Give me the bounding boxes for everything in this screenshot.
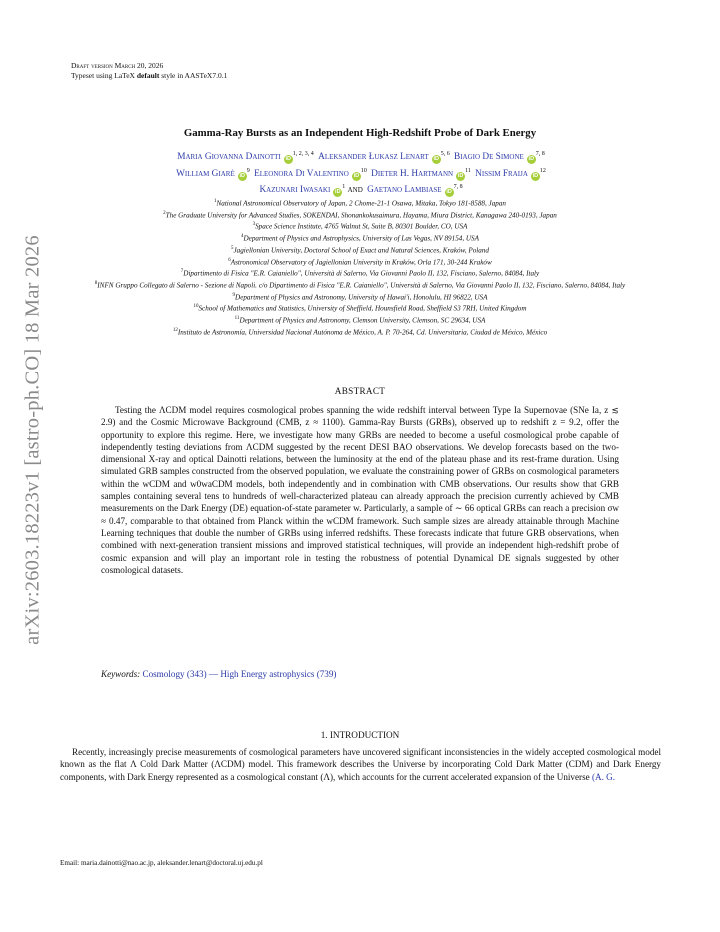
section-heading: 1. INTRODUCTION [320, 730, 400, 740]
affiliation: $^4$Department of Physics and Astrophysics, University of Las Vegas, NV 89154, USA [241, 234, 479, 243]
page-header [71, 61, 227, 81]
email-footnote: Email: maria.dainotti@nao.ac.jp, aleksander.lenart@doctoral.uj.edu.pl [60, 859, 263, 867]
keywords-line [101, 669, 336, 679]
author-name[interactable]: Dieter H. Hartmann [371, 168, 454, 179]
citation-link[interactable]: (A. G. [591, 771, 616, 782]
affiliation: $^3$Space Science Institute, 4765 Walnut St, Suite B, 80301 Boulder, CO, USA [252, 222, 468, 231]
affiliation: $^2$The Graduate University for Advanced Studies, SOKENDAI, Shonankokusaimura, Hayama, Miura District, Kanagawa 240-0193, Japan [163, 210, 557, 220]
latex-logo: LaTeX [114, 71, 135, 80]
affiliation: $^{12}$Instituto de Astronomía, Universidad Nacional Autónoma de México, A. P. 70-264, Cd. Universitaria, Ciudad de México, México [172, 327, 548, 337]
orcid-icon[interactable]: iD [239, 172, 245, 179]
author-name[interactable]: William Giarè [176, 168, 235, 179]
typeset-line: Typeset using LaTeX default style in AASTeX7.0.1 [71, 71, 228, 80]
arxiv-identifier-sidebar [18, 225, 48, 655]
keywords-label: Keywords: [101, 669, 141, 679]
author-list: Maria Giovanna Dainotti iD$^{1, 2, 3, 4}$ Aleksander Łukasz Lenart iD$^{5, 6}$ Biagio De Simone iD$^{7, 8}$ William Giarè $iD^9$ Eleonora Di Valentino $iD^{10}$ Dieter H. Hartmann $iD^{11}$ Nissim Fraija $iD^{12}$ Kazunari Iwasaki $iD^1$ and Gaetano Lambiase iD$^{7, 8}$ [176, 151, 546, 196]
orcid-icon[interactable]: iD [433, 156, 439, 163]
affiliation: $^{10}$School of Mathematics and Statistics, University of Sheffield, Hounsfield Road, Sheffield S3 7RH, United Kingdom [193, 304, 527, 313]
author-name[interactable]: Aleksander Łukasz Lenart [318, 152, 429, 163]
affiliation: $^8$INFN Gruppo Collegato di Salerno - Sezione di Napoli. c/o Dipartimento di Fisica "E.R. Caianiello", Università di Salerno, Via Giovanni Paolo II, 132, Fisciano, Salerno, 84084, Italy [94, 281, 626, 290]
orcid-icon[interactable]: iD [285, 156, 292, 163]
affiliation: $^6$Astronomical Observatory of Jagiellonian University in Kraków, Orla 171, 30-244 Kraków [228, 257, 492, 266]
author-name[interactable]: Maria Giovanna Dainotti [177, 152, 281, 163]
orcid-icon[interactable]: iD [446, 189, 452, 196]
affiliation-list [58, 197, 662, 338]
and-word: and [347, 185, 363, 196]
author-name[interactable]: Kazunari Iwasaki [259, 185, 331, 196]
affiliation: $^5$Jagiellonian University, Doctoral School of Exact and Natural Sciences, Kraków, Poland [230, 245, 489, 255]
keyword-link[interactable]: Cosmology (343) [142, 669, 207, 679]
abstract-heading: ABSTRACT [334, 386, 386, 396]
abstract-text: Testing the ΛCDM model requires cosmological probes spanning the wide redshift interval between Type Ia Supernovae (SNe Ia, z ≲ 2.9) and the Cosmic Microwave Background (CMB, z ≈ 1100). Gamma-Ray Bursts (GRBs), observed up to redshift z = 9.2, offer the opportunity to explore this regime. Here, we investigate how many GRBs are needed to become a useful cosmological probe capable of independently testing deviations from ΛCDM suggested by the recent DESI BAO observations. We develop forecasts based on the two-dimensional X-ray and optical Dainotti relations, between the luminosity at the end of the plateau phase and its rest-frame duration. Using simulated GRB samples constructed from the observed population, we evaluate the constraining power of GRBs on cosmological parameters within the wCDM and w0waCDM models, both independently and in combination with CMB observations. Our results show that GRB samples containing several tens to hundreds of well-characterized plateau can already approach the precision currently achieved by CMB measurements on the Dark Energy (DE) equation-of-state parameter w. Particularly, a sample of ∼ 66 optical GRBs can reach a precision σw ≈ 0.47, comparable to that obtained from Planck within the wCDM framework. Such sample sizes are already attainable through Machine Learning techniques that double the number of GRBs using inferred redshifts. These forecasts indicate that future GRB observations, when combined with next-generation transient missions and improved statistical techniques, will provide an independent high-redshift probe of cosmic expansion and will play an important role in testing the robustness of potential Dynamical DE signals suggested by other cosmological datasets. [101, 405, 619, 575]
affiliation: $^{11}$Department of Physics and Astronomy, Clemson University, Clemson, SC 29634, USA [234, 316, 486, 325]
keyword-link[interactable]: High Energy astrophysics (739) [220, 669, 337, 679]
keyword-separator: — [206, 669, 221, 679]
intro-paragraph: Recently, increasingly precise measurements of cosmological parameters have uncovered significant inconsistencies in the widely accepted cosmological model known as the flat Λ Cold Dark Matter (ΛCDM) model. This framework describes the Universe by incorporating Cold Dark Matter (CDM) and Dark Energy components, with Dark Energy represented as a cosmological constant (Λ), which accounts for the current accelerated expansion of the Universe (A. G. [60, 747, 661, 782]
orcid-icon[interactable]: iD [532, 172, 539, 179]
affiliation: $^7$Dipartimento di Fisica "E.R. Caianiello", Università di Salerno, Via Giovanni Paolo II, 132, Fisciano, Salerno, 84084, Italy [180, 269, 540, 278]
orcid-icon[interactable]: iD [335, 189, 341, 196]
orcid-icon[interactable]: iD [528, 156, 535, 163]
paper-title: Gamma-Ray Bursts as an Independent High-Redshift Probe of Dark Energy [183, 127, 537, 139]
author-name[interactable]: Eleonora Di Valentino [254, 168, 349, 179]
author-name[interactable]: Biagio De Simone [454, 152, 524, 163]
affiliation: $^9$Department of Physics and Astronomy, University of Hawai'i, Honolulu, HI 96822, USA [232, 292, 488, 302]
author-name[interactable]: Nissim Fraija [475, 168, 528, 179]
orcid-icon[interactable]: iD [353, 172, 360, 179]
orcid-icon[interactable]: iD [457, 172, 464, 179]
arxiv-id-text: arXiv:2603.18223v1 [astro-ph.CO] 18 Mar 2026 [21, 235, 44, 645]
affiliation: $^1$National Astronomical Observatory of Japan, 2 Chome-21-1 Osawa, Mitaka, Tokyo 181-8588, Japan [213, 199, 506, 208]
author-name[interactable]: Gaetano Lambiase [367, 185, 442, 196]
draft-version: Draft version March 20, 2026 [71, 61, 164, 70]
